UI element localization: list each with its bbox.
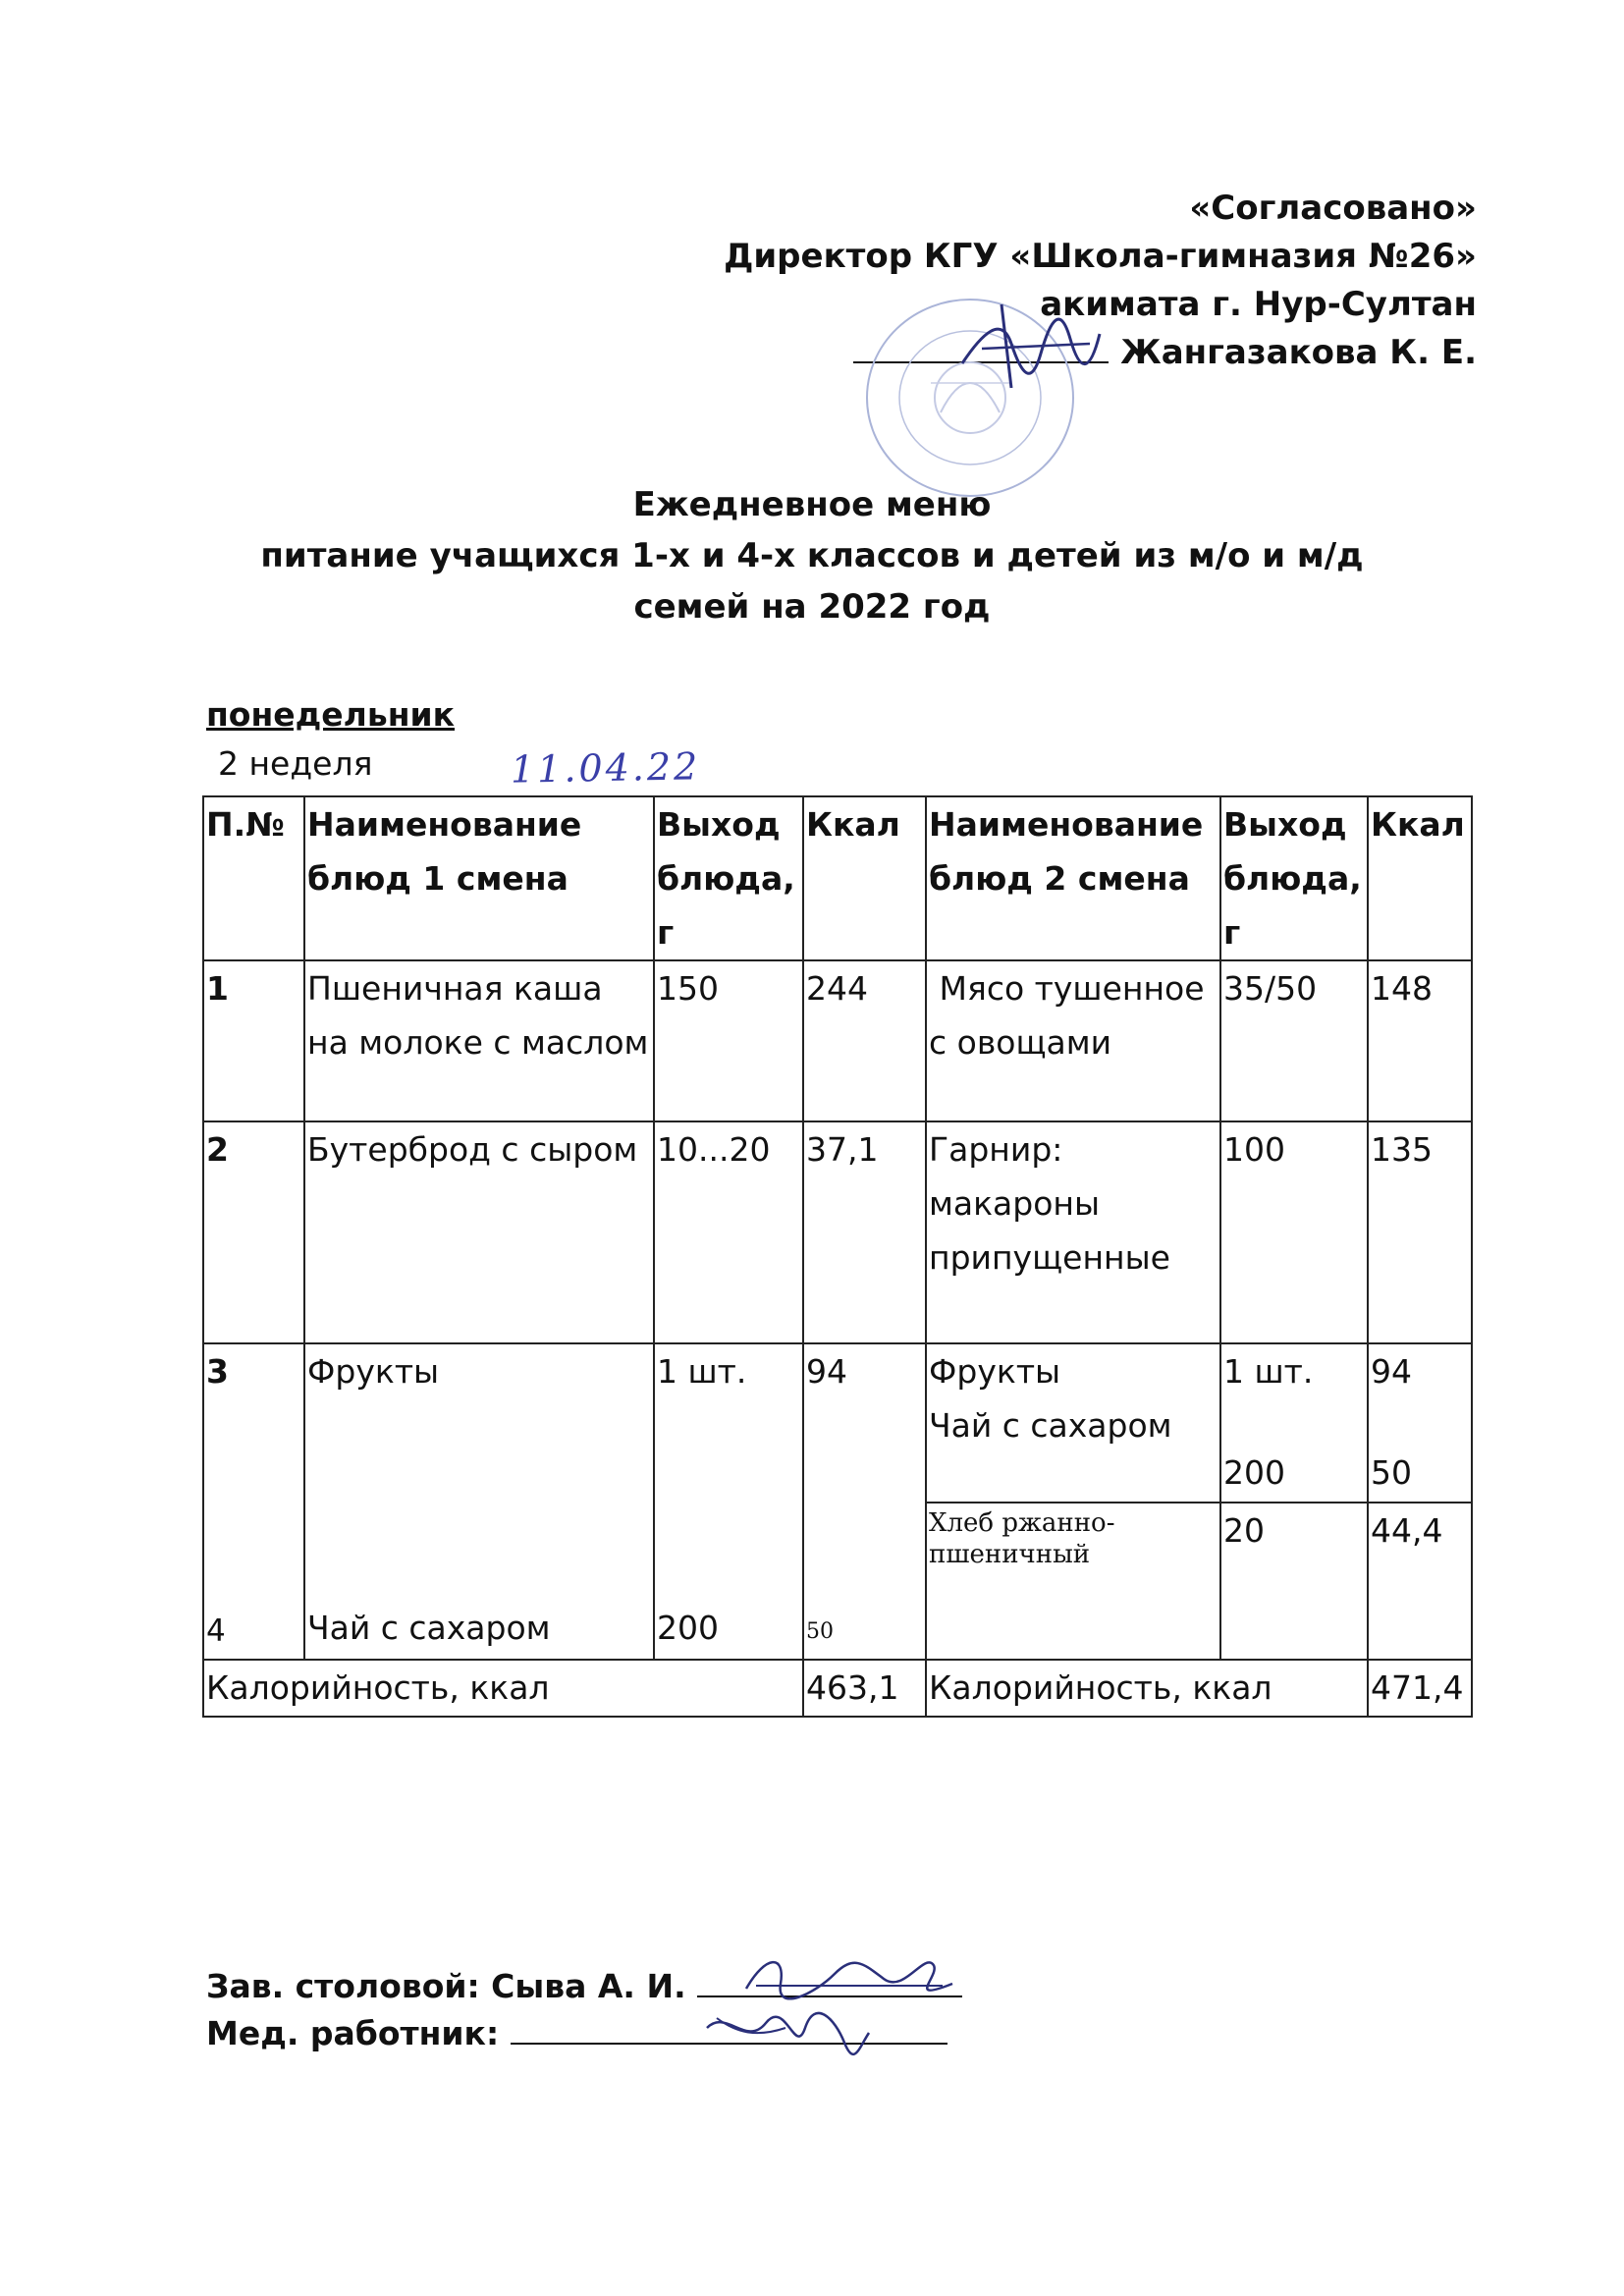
total-label-shift-1: Калорийность, ккал (203, 1660, 803, 1717)
kcal-shift-2-fruit: 94 (1371, 1352, 1412, 1391)
table-row (203, 1503, 1472, 1660)
dish-shift-2 (926, 1343, 1220, 1503)
weekday-label: понедельник (206, 695, 456, 734)
header-kcal-2: Ккал (1368, 796, 1472, 960)
output-shift-1: 10...20 (654, 1121, 803, 1343)
dish-shift-1: Пшеничная каша на молоке с маслом (304, 960, 654, 1121)
output-shift-2 (1220, 1343, 1368, 1503)
output-shift-2-tea: 200 (1223, 1453, 1285, 1492)
header-dish-shift-2: Наименование блюд 2 смена (926, 796, 1220, 960)
dish-shift-2: Мясо тушенное с овощами (926, 960, 1220, 1121)
kcal-shift-2: 135 (1368, 1121, 1472, 1343)
approval-heading: «Согласовано» (1189, 189, 1477, 228)
table-row (203, 960, 1472, 1121)
total-kcal-shift-1: 463,1 (803, 1660, 926, 1717)
kcal-shift-1: 50 (803, 1503, 926, 1660)
dish-shift-2-tea: Чай с сахаром (929, 1406, 1172, 1445)
table-header-row (203, 796, 1472, 960)
dish-shift-1: Бутерброд с сыром (304, 1121, 654, 1343)
output-shift-2: 100 (1220, 1121, 1368, 1343)
approval-akimat: акимата г. Нур-Султан (1040, 285, 1477, 324)
approval-name: Жангазакова К. Е. (1120, 333, 1477, 372)
dish-shift-2: Гарнир: макароны припущенные (926, 1121, 1220, 1343)
output-shift-2: 20 (1220, 1503, 1368, 1660)
dish-shift-1: Чай с сахаром (304, 1503, 654, 1660)
title-line-3: семей на 2022 год (633, 587, 991, 627)
header-dish-shift-1: Наименование блюд 1 смена (304, 796, 654, 960)
dish-shift-1: Фрукты (304, 1343, 654, 1503)
kcal-shift-2: 44,4 (1368, 1503, 1472, 1660)
kcal-shift-2: 148 (1368, 960, 1472, 1121)
row-num: 4 (203, 1503, 304, 1660)
dish-shift-2: Хлеб ржанно-пшеничный (926, 1503, 1220, 1660)
output-shift-1: 1 шт. (654, 1343, 803, 1503)
canteen-head-label: Зав. столовой: Сыва А. И. (206, 1967, 686, 2005)
director-signature (943, 295, 1110, 403)
kcal-shift-1: 244 (803, 960, 926, 1121)
output-shift-1: 150 (654, 960, 803, 1121)
row-num: 1 (203, 960, 304, 1121)
row-num: 3 (203, 1343, 304, 1503)
header-num: П.№ (203, 796, 304, 960)
medic-label: Мед. работник: (206, 2014, 500, 2052)
output-shift-2-fruit: 1 шт. (1223, 1352, 1314, 1391)
handwritten-date: 11.04.22 (510, 744, 701, 792)
approval-director: Директор КГУ «Школа-гимназия №26» (724, 237, 1477, 276)
dish-shift-2-fruit: Фрукты (929, 1352, 1061, 1391)
kcal-shift-1: 37,1 (803, 1121, 926, 1343)
kcal-shift-2 (1368, 1343, 1472, 1503)
week-label: 2 неделя (218, 744, 373, 783)
table-row (203, 1121, 1472, 1343)
total-kcal-shift-2: 471,4 (1368, 1660, 1472, 1717)
kcal-shift-1: 94 (803, 1343, 926, 1503)
totals-row (203, 1660, 1472, 1717)
medic-signature (697, 1998, 874, 2067)
document-title (0, 479, 1624, 632)
table-row (203, 1343, 1472, 1503)
output-shift-2: 35/50 (1220, 960, 1368, 1121)
header-output-1: Выход блюда, г (654, 796, 803, 960)
row-num: 2 (203, 1121, 304, 1343)
kcal-shift-2-tea: 50 (1371, 1453, 1412, 1492)
header-output-2: Выход блюда, г (1220, 796, 1368, 960)
title-line-1: Ежедневное меню (632, 485, 992, 524)
title-line-2: питание учащихся 1-х и 4-х классов и детей из м/о и м/д (260, 536, 1364, 575)
menu-table (202, 795, 1473, 1718)
header-kcal-1: Ккал (803, 796, 926, 960)
output-shift-1: 200 (654, 1503, 803, 1660)
total-label-shift-2: Калорийность, ккал (926, 1660, 1368, 1717)
